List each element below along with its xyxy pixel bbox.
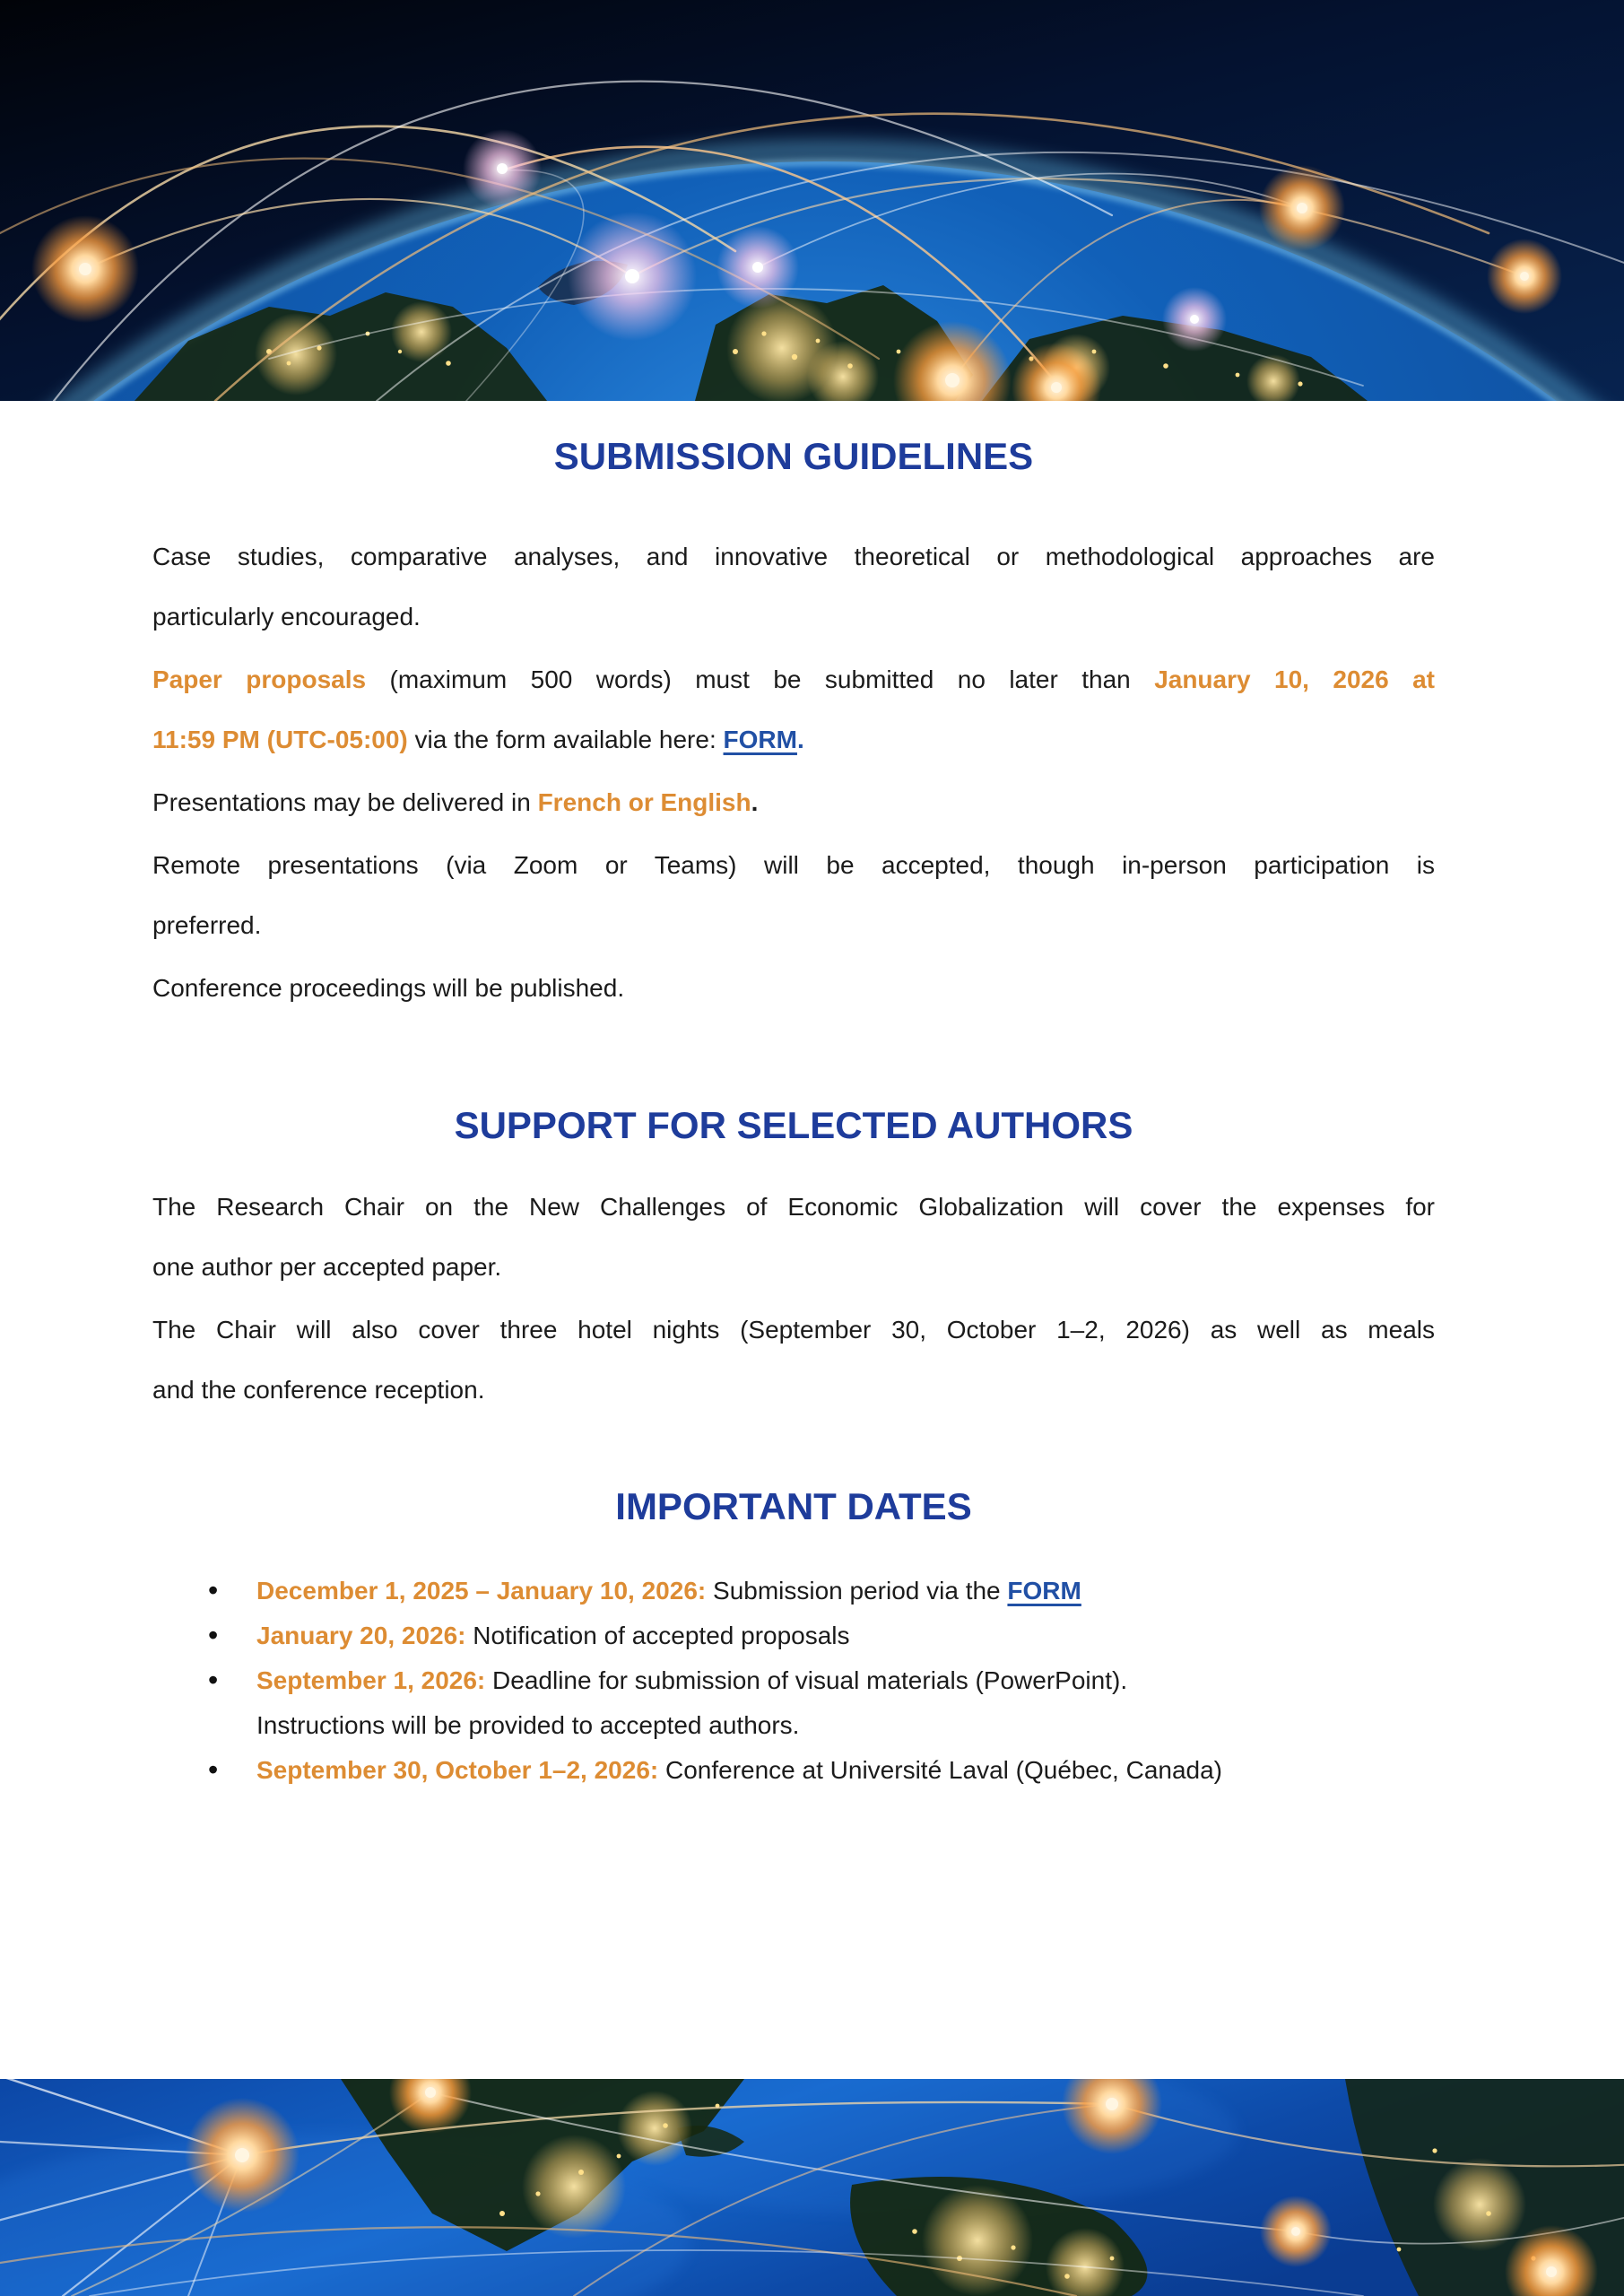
text-run: via the form available here:: [407, 726, 724, 753]
text-line: [152, 1237, 1435, 1297]
text-run: Deadline for submission of visual materials (PowerPoint).: [485, 1666, 1128, 1694]
text-line: [152, 835, 1435, 895]
text-line: [152, 526, 1435, 587]
document-content: [152, 401, 1435, 1793]
globe-network-banner-top: [0, 0, 1624, 401]
date-item-conference: [152, 1748, 1435, 1793]
paragraph-presentation-language: [152, 772, 1435, 832]
text-line: [152, 958, 1435, 1018]
paragraph-paper-proposals: [152, 649, 1435, 770]
text-run: .: [751, 788, 759, 816]
paragraph-proceedings: [152, 958, 1435, 1018]
text-run: Notification of accepted proposals: [465, 1622, 850, 1649]
text-run: one author per accepted paper.: [152, 1253, 502, 1281]
text-run: .: [796, 726, 804, 753]
text-run: Conference proceedings will be published.: [152, 974, 625, 1002]
text-run: The Research Chair on the New Challenges of Economic Globalization will cover the expenses for: [152, 1193, 1435, 1221]
text-line: [152, 1300, 1435, 1360]
paragraph-research-chair-expenses: [152, 1177, 1435, 1297]
important-dates-list: [152, 1569, 1435, 1793]
text-run: Submission period via the: [706, 1577, 1008, 1605]
text-line: [152, 709, 1435, 770]
text-run: Case studies, comparative analyses, and innovative theoretical or methodological approaches are: [152, 543, 1435, 570]
date-item-visual-materials-deadline: [152, 1658, 1435, 1748]
text-run: 11:59 PM (UTC-05:00): [152, 726, 408, 753]
text-line: [152, 772, 1435, 832]
text-run: December 1, 2025 – January 10, 2026:: [256, 1577, 707, 1605]
text-run: Presentations may be delivered in: [152, 788, 538, 816]
text-run: September 1, 2026:: [256, 1666, 486, 1694]
text-line: [152, 649, 1435, 709]
text-run: January 20, 2026:: [256, 1622, 466, 1649]
text-run: September 30, October 1–2, 2026:: [256, 1756, 659, 1784]
text-run: Instructions will be provided to accepted authors.: [256, 1711, 800, 1739]
text-run: (maximum 500 words) must be submitted no later than: [366, 665, 1155, 693]
text-run: Paper proposals: [152, 665, 367, 693]
section-heading-submission-guidelines: SUBMISSION GUIDELINES: [553, 435, 1034, 477]
text-line: [152, 895, 1435, 955]
paragraph-case-studies: [152, 526, 1435, 647]
globe-network-illustration: [0, 0, 1624, 401]
form-link[interactable]: FORM: [1007, 1577, 1081, 1605]
section-heading-important-dates: IMPORTANT DATES: [615, 1485, 972, 1527]
text-line: [152, 587, 1435, 647]
text-run: and the conference reception.: [152, 1376, 485, 1404]
text-run: Remote presentations (via Zoom or Teams) will be accepted, though in-person participation is: [152, 851, 1435, 879]
paragraph-hotel-nights: [152, 1300, 1435, 1420]
text-run: preferred.: [152, 911, 262, 939]
world-map-network-illustration: [0, 2079, 1624, 2296]
text-run: The Chair will also cover three hotel nights (September 30, October 1–2, 2026) as well as meals: [152, 1316, 1435, 1344]
text-line: [152, 1177, 1435, 1237]
form-link[interactable]: FORM: [723, 726, 797, 753]
text-run: French or English: [537, 788, 751, 816]
date-item-submission-period: [152, 1569, 1435, 1613]
date-item-notification: [152, 1613, 1435, 1658]
text-run: particularly encouraged.: [152, 603, 421, 631]
paragraph-remote-presentations: [152, 835, 1435, 955]
section-heading-support-for-selected-authors: SUPPORT FOR SELECTED AUTHORS: [454, 1104, 1133, 1146]
text-line: [152, 1360, 1435, 1420]
text-run: January 10, 2026 at: [1154, 665, 1436, 693]
world-map-network-banner-bottom: [0, 2079, 1624, 2296]
text-run: Conference at Université Laval (Québec, Canada): [658, 1756, 1223, 1784]
